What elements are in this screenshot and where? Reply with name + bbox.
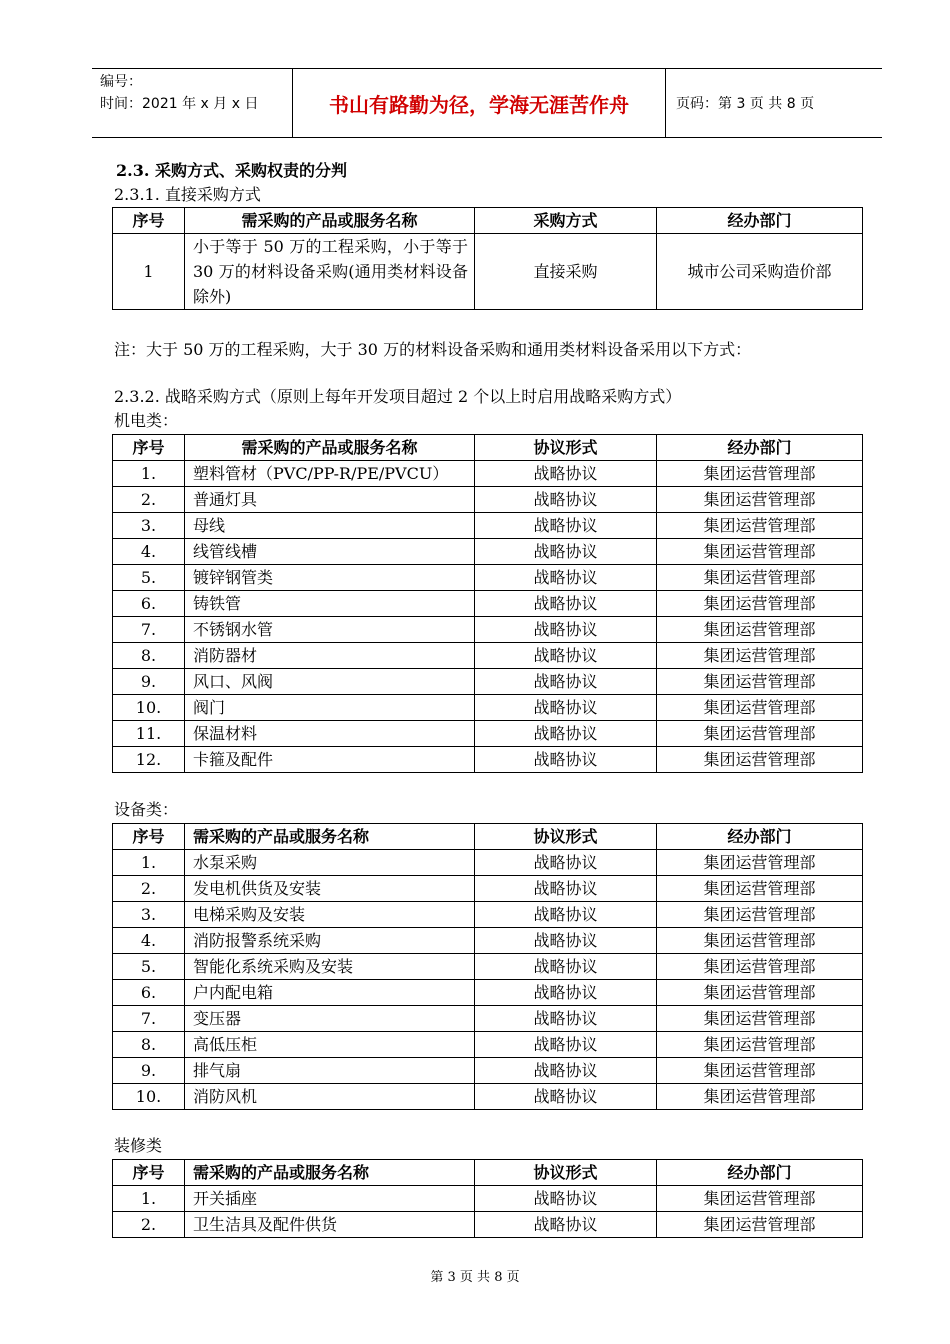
- department: 集团运营管理部: [657, 1186, 863, 1212]
- row-index: 8.: [113, 643, 185, 669]
- row-index: 5.: [113, 565, 185, 591]
- note-text: 注：大于 50 万的工程采购，大于 30 万的材料设备采购和通用类材料设备采用以下方式：: [114, 340, 752, 359]
- section-title: 2.3. 采购方式、采购权责的分判: [116, 161, 347, 180]
- subsection-title: 2.3.1. 直接采购方式: [114, 185, 261, 204]
- category-label: 机电类：: [114, 411, 179, 430]
- item-name: 变压器: [185, 1006, 475, 1032]
- col-header: 经办部门: [657, 1160, 863, 1186]
- table-row: [113, 850, 863, 876]
- table-row: [113, 1006, 863, 1032]
- doc-time-label: 时间：2021 年 x 月 x 日: [100, 96, 259, 112]
- agreement-type: 战略协议: [475, 721, 657, 747]
- department: 集团运营管理部: [657, 1058, 863, 1084]
- electromechanical-table: [112, 434, 863, 773]
- agreement-type: 战略协议: [475, 695, 657, 721]
- col-header: 采购方式: [475, 208, 657, 234]
- row-index: 2.: [113, 487, 185, 513]
- item-name: 塑料管材（PVC/PP-R/PE/PVCU）: [185, 461, 475, 487]
- item-name: 高低压柜: [185, 1032, 475, 1058]
- agreement-type: 战略协议: [475, 565, 657, 591]
- row-index: 10.: [113, 1084, 185, 1110]
- table-row: [113, 461, 863, 487]
- row-index: 3.: [113, 513, 185, 539]
- agreement-type: 战略协议: [475, 902, 657, 928]
- subsection-title: 2.3.2. 战略采购方式（原则上每年开发项目超过 2 个以上时启用战略采购方式）: [114, 387, 682, 406]
- header-meta: [100, 71, 258, 115]
- row-index: 1.: [113, 1186, 185, 1212]
- decoration-table: [112, 1159, 863, 1238]
- item-name: 阀门: [185, 695, 475, 721]
- table-row: [113, 487, 863, 513]
- department: 集团运营管理部: [657, 876, 863, 902]
- item-name: 消防器材: [185, 643, 475, 669]
- col-header: 协议形式: [475, 435, 657, 461]
- item-name: 铸铁管: [185, 591, 475, 617]
- table-row: [113, 513, 863, 539]
- row-index: 1.: [113, 850, 185, 876]
- table-row: [113, 1058, 863, 1084]
- agreement-type: 战略协议: [475, 617, 657, 643]
- purchase-method: 直接采购: [475, 234, 657, 310]
- agreement-type: 战略协议: [475, 1032, 657, 1058]
- department: 集团运营管理部: [657, 1084, 863, 1110]
- table-row: [113, 1186, 863, 1212]
- agreement-type: 战略协议: [475, 461, 657, 487]
- agreement-type: 战略协议: [475, 1006, 657, 1032]
- header-page-label: 页码：第 3 页 共 8 页: [676, 96, 815, 112]
- agreement-type: 战略协议: [475, 928, 657, 954]
- col-header: 协议形式: [475, 824, 657, 850]
- page-footer: 第 3 页 共 8 页: [430, 1270, 520, 1285]
- agreement-type: 战略协议: [475, 513, 657, 539]
- agreement-type: 战略协议: [475, 1058, 657, 1084]
- item-name: 户内配电箱: [185, 980, 475, 1006]
- col-header: 序号: [113, 435, 185, 461]
- table-row: [113, 928, 863, 954]
- agreement-type: 战略协议: [475, 1186, 657, 1212]
- agreement-type: 战略协议: [475, 591, 657, 617]
- row-index: 10.: [113, 695, 185, 721]
- agreement-type: 战略协议: [475, 980, 657, 1006]
- item-name: 消防风机: [185, 1084, 475, 1110]
- col-header: 需采购的产品或服务名称: [185, 824, 475, 850]
- table-row: [113, 721, 863, 747]
- col-header: 序号: [113, 824, 185, 850]
- table-row: [113, 643, 863, 669]
- table-row: [113, 1212, 863, 1238]
- category-label: 装修类: [114, 1136, 163, 1155]
- item-name: 镀锌钢管类: [185, 565, 475, 591]
- item-name: 发电机供货及安装: [185, 876, 475, 902]
- item-name: 排气扇: [185, 1058, 475, 1084]
- agreement-type: 战略协议: [475, 876, 657, 902]
- agreement-type: 战略协议: [475, 954, 657, 980]
- department: 集团运营管理部: [657, 695, 863, 721]
- table-header-row: [113, 435, 863, 461]
- row-index: 6.: [113, 980, 185, 1006]
- department: 集团运营管理部: [657, 928, 863, 954]
- item-name: 不锈钢水管: [185, 617, 475, 643]
- col-header: 序号: [113, 1160, 185, 1186]
- department: 集团运营管理部: [657, 617, 863, 643]
- table-row: [113, 669, 863, 695]
- agreement-type: 战略协议: [475, 747, 657, 773]
- department: 集团运营管理部: [657, 591, 863, 617]
- table-row: [113, 954, 863, 980]
- item-name: 线管线槽: [185, 539, 475, 565]
- row-index: 8.: [113, 1032, 185, 1058]
- row-index: 7.: [113, 617, 185, 643]
- agreement-type: 战略协议: [475, 539, 657, 565]
- table-row: [113, 902, 863, 928]
- department: 城市公司采购造价部: [657, 234, 863, 310]
- table-row: [113, 695, 863, 721]
- item-name: 卡箍及配件: [185, 747, 475, 773]
- col-header: 需采购的产品或服务名称: [185, 1160, 475, 1186]
- row-index: 4.: [113, 539, 185, 565]
- col-header: 经办部门: [657, 208, 863, 234]
- table-row: [113, 1032, 863, 1058]
- table-header-row: [113, 824, 863, 850]
- row-index: 2.: [113, 876, 185, 902]
- page-header: [92, 68, 882, 138]
- item-name: 小于等于 50 万的工程采购，小于等于 30 万的材料设备采购(通用类材料设备除外): [185, 234, 475, 310]
- department: 集团运营管理部: [657, 669, 863, 695]
- row-index: 1.: [113, 461, 185, 487]
- col-header: 需采购的产品或服务名称: [185, 435, 475, 461]
- table-row: [113, 876, 863, 902]
- department: 集团运营管理部: [657, 1032, 863, 1058]
- item-name: 水泵采购: [185, 850, 475, 876]
- department: 集团运营管理部: [657, 539, 863, 565]
- header-motto: 书山有路勤为径，学海无涯苦作舟: [329, 92, 629, 117]
- table-row: [113, 565, 863, 591]
- row-index: 9.: [113, 1058, 185, 1084]
- row-index: 5.: [113, 954, 185, 980]
- direct-purchase-table: [112, 207, 863, 310]
- department: 集团运营管理部: [657, 565, 863, 591]
- table-row: [113, 617, 863, 643]
- table-row: [113, 980, 863, 1006]
- department: 集团运营管理部: [657, 461, 863, 487]
- department: 集团运营管理部: [657, 980, 863, 1006]
- agreement-type: 战略协议: [475, 487, 657, 513]
- table-row: [113, 591, 863, 617]
- department: 集团运营管理部: [657, 1212, 863, 1238]
- agreement-type: 战略协议: [475, 850, 657, 876]
- department: 集团运营管理部: [657, 954, 863, 980]
- doc-number-label: 编号：: [100, 74, 142, 90]
- department: 集团运营管理部: [657, 1006, 863, 1032]
- equipment-table: [112, 823, 863, 1110]
- table-row: [113, 747, 863, 773]
- agreement-type: 战略协议: [475, 669, 657, 695]
- col-header: 协议形式: [475, 1160, 657, 1186]
- col-header: 需采购的产品或服务名称: [185, 208, 475, 234]
- row-index: 11.: [113, 721, 185, 747]
- department: 集团运营管理部: [657, 902, 863, 928]
- table-row: [113, 234, 863, 310]
- agreement-type: 战略协议: [475, 1084, 657, 1110]
- row-index: 6.: [113, 591, 185, 617]
- col-header: 序号: [113, 208, 185, 234]
- department: 集团运营管理部: [657, 850, 863, 876]
- table-header-row: [113, 208, 863, 234]
- department: 集团运营管理部: [657, 487, 863, 513]
- item-name: 消防报警系统采购: [185, 928, 475, 954]
- table-header-row: [113, 1160, 863, 1186]
- department: 集团运营管理部: [657, 721, 863, 747]
- table-row: [113, 1084, 863, 1110]
- item-name: 母线: [185, 513, 475, 539]
- item-name: 保温材料: [185, 721, 475, 747]
- item-name: 卫生洁具及配件供货: [185, 1212, 475, 1238]
- agreement-type: 战略协议: [475, 1212, 657, 1238]
- category-label: 设备类：: [114, 800, 179, 819]
- department: 集团运营管理部: [657, 747, 863, 773]
- item-name: 风口、风阀: [185, 669, 475, 695]
- col-header: 经办部门: [657, 824, 863, 850]
- item-name: 普通灯具: [185, 487, 475, 513]
- table-row: [113, 539, 863, 565]
- item-name: 电梯采购及安装: [185, 902, 475, 928]
- row-index: 1: [113, 234, 185, 310]
- row-index: 4.: [113, 928, 185, 954]
- department: 集团运营管理部: [657, 643, 863, 669]
- item-name: 智能化系统采购及安装: [185, 954, 475, 980]
- agreement-type: 战略协议: [475, 643, 657, 669]
- row-index: 7.: [113, 1006, 185, 1032]
- row-index: 2.: [113, 1212, 185, 1238]
- department: 集团运营管理部: [657, 513, 863, 539]
- row-index: 3.: [113, 902, 185, 928]
- row-index: 9.: [113, 669, 185, 695]
- row-index: 12.: [113, 747, 185, 773]
- col-header: 经办部门: [657, 435, 863, 461]
- item-name: 开关插座: [185, 1186, 475, 1212]
